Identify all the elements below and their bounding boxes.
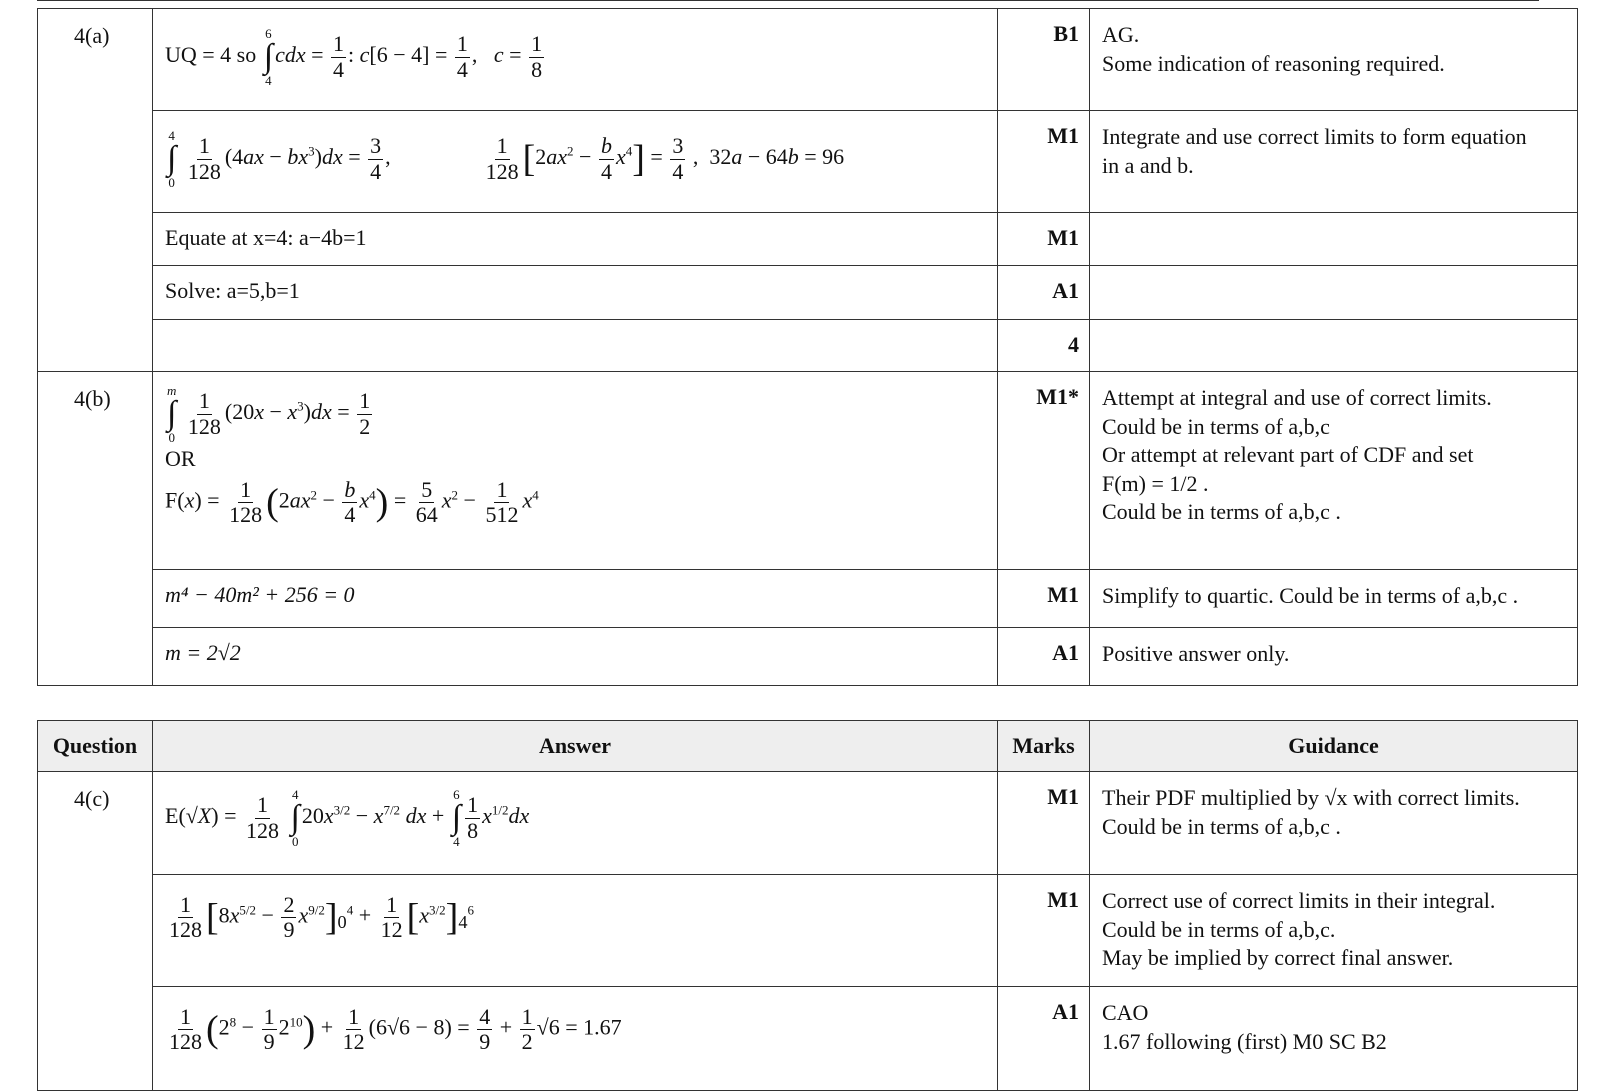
guidance-cell — [1090, 628, 1578, 686]
marks-cell — [998, 875, 1090, 987]
mark-total: 4 — [1068, 332, 1079, 357]
marks-cell — [998, 628, 1090, 686]
marks-cell — [998, 772, 1090, 875]
guidance-line: Could be in terms of a,b,c . — [1102, 813, 1341, 839]
mark-value: A1 — [1052, 640, 1079, 665]
answer-cell — [153, 111, 998, 213]
guidance-cell — [1090, 570, 1578, 628]
answer-cell — [153, 266, 998, 320]
guidance-text — [1090, 875, 1577, 979]
mark-value: M1 — [1047, 123, 1079, 148]
answer-cell — [153, 372, 998, 570]
mark-value: A1 — [1052, 999, 1079, 1024]
answer-math: m ∫ 0 $\frac{1}{128}$ $(20x - x^3)dx$ = $\frac{1}{2}$ OR F(x) = $\frac{1}{128}$ ($2ax^2$ − $\frac{b}{4}$ $x^4$) = $\frac{5}{64}$ $x^2$ − $\frac{1}{512}$ $x^4$ — [165, 383, 539, 528]
guidance-text — [1090, 372, 1577, 533]
answer-math: UQ = 4 so 6 ∫ 4 cdx = $\frac{1}{4}$ : c[6 − 4] = $\frac{1}{4}$ , c = $\frac{1}{8}$ — [165, 26, 543, 88]
guidance-line: Some indication of reasoning required. — [1102, 50, 1445, 76]
table-row — [38, 628, 1578, 686]
answer-text: m⁴ − 40m² + 256 = 0 — [165, 582, 355, 607]
guidance-text — [1090, 9, 1577, 84]
question-cell — [38, 772, 153, 1091]
guidance-line: CAO — [1102, 1000, 1149, 1025]
guidance-cell — [1090, 213, 1578, 266]
table-row — [38, 875, 1578, 987]
guidance-cell — [1090, 987, 1578, 1091]
guidance-line: May be implied by correct final answer. — [1102, 945, 1454, 971]
header-question: Question — [38, 721, 153, 772]
answer-math: $\frac{1}{128}$ ($2^8$ − $\frac{1}{9}$ $2^{10}$) + $\frac{1}{12}$ (6√6 − 8) = $\frac{4}{9}$ + $\frac{1}{2}$ √6 = 1.67 — [169, 1004, 622, 1055]
answer-cell — [153, 213, 998, 266]
marks-cell — [998, 266, 1090, 320]
mark-value: M1 — [1047, 582, 1079, 607]
mark-value: M1* — [1036, 384, 1079, 409]
guidance-line: Could be in terms of a,b,c. — [1102, 916, 1336, 942]
guidance-text — [1090, 987, 1577, 1062]
mark-value: M1 — [1047, 784, 1079, 809]
answer-cell — [153, 987, 998, 1091]
table-row — [38, 772, 1578, 875]
guidance-cell — [1090, 372, 1578, 570]
question-cell — [38, 372, 153, 686]
header-marks: Marks — [998, 721, 1090, 772]
table-row — [38, 9, 1578, 111]
table-row — [38, 570, 1578, 628]
table-row — [38, 213, 1578, 266]
guidance-text — [1090, 772, 1577, 847]
top-border — [37, 0, 1539, 1]
marks-cell — [998, 570, 1090, 628]
guidance-cell — [1090, 111, 1578, 213]
question-cell — [38, 9, 153, 372]
answer-text: m = 2√2 — [165, 640, 241, 665]
guidance-cell — [1090, 772, 1578, 875]
mark-scheme-table-part1 — [37, 8, 1578, 686]
marks-cell — [998, 320, 1090, 372]
answer-math: E(√X) = $\frac{1}{128}$ 4 ∫ 0 $20x^{3/2} - x^{7/2}$ dx + 6 ∫ 4 $\frac{1}{8}$ $x^{1/2}dx$ — [165, 787, 530, 849]
guidance-line: Or attempt at relevant part of CDF and set — [1102, 442, 1474, 468]
guidance-line: Could be in terms of a,b,c . — [1102, 499, 1341, 525]
guidance-line: 1.67 following (first) M0 SC B2 — [1102, 1028, 1387, 1054]
mark-value: M1 — [1047, 887, 1079, 912]
guidance-cell — [1090, 875, 1578, 987]
answer-math: $\frac{1}{128}$ [$8x^{5/2}$ − $\frac{2}{9}$ $x^{9/2}]_0^4$ + $\frac{1}{12}$ $[x^{3/2}]_4^6$ — [169, 892, 474, 943]
marks-cell — [998, 111, 1090, 213]
question-label: 4(b) — [74, 386, 111, 411]
table-row — [38, 372, 1578, 570]
answer-math: 4 ∫ 0 $\frac{1}{128}$ $(4ax - bx^3)dx$ = $\frac{3}{4}$ , $\frac{1}{128}$ [$2ax^2$ − $\frac{b}{4}$ $x^4$] = $\frac{3}{4}$ , 32a − 64b = 96 — [167, 128, 845, 190]
table-row — [38, 320, 1578, 372]
answer-text: Equate at x=4: a−4b=1 — [165, 225, 367, 250]
question-label: 4(a) — [74, 23, 110, 48]
table-row — [38, 987, 1578, 1091]
answer-cell — [153, 9, 998, 111]
mark-scheme-table-part2 — [37, 720, 1578, 1091]
answer-text: Solve: a=5,b=1 — [165, 278, 300, 303]
guidance-line: Could be in terms of a,b,c — [1102, 413, 1330, 439]
guidance-text: Simplify to quartic. Could be in terms of a,b,c . — [1102, 583, 1519, 608]
answer-cell — [153, 875, 998, 987]
mark-value: M1 — [1047, 225, 1079, 250]
guidance-line: F(m) = 1/2 . — [1102, 470, 1209, 496]
guidance-cell — [1090, 266, 1578, 320]
header-row — [38, 721, 1578, 772]
guidance-cell — [1090, 320, 1578, 372]
header-answer: Answer — [153, 721, 998, 772]
answer-cell — [153, 320, 998, 372]
marks-cell — [998, 9, 1090, 111]
header-guidance: Guidance — [1090, 721, 1578, 772]
guidance-line: in a and b. — [1102, 152, 1194, 178]
marks-cell — [998, 987, 1090, 1091]
guidance-text — [1090, 111, 1577, 186]
table-row — [38, 111, 1578, 213]
guidance-line: Their PDF multiplied by √x with correct limits. — [1102, 785, 1520, 810]
guidance-line: Correct use of correct limits in their integral. — [1102, 888, 1496, 913]
answer-cell — [153, 772, 998, 875]
marks-cell — [998, 372, 1090, 570]
guidance-line: Integrate and use correct limits to form equation — [1102, 124, 1527, 149]
guidance-line: AG. — [1102, 22, 1140, 47]
mark-value: B1 — [1053, 21, 1079, 46]
guidance-line: Attempt at integral and use of correct limits. — [1102, 385, 1492, 410]
question-label: 4(c) — [74, 786, 110, 811]
table-row — [38, 266, 1578, 320]
answer-cell — [153, 570, 998, 628]
guidance-text: Positive answer only. — [1102, 641, 1290, 666]
guidance-cell — [1090, 9, 1578, 111]
mark-value: A1 — [1052, 278, 1079, 303]
marks-cell — [998, 213, 1090, 266]
answer-cell — [153, 628, 998, 686]
